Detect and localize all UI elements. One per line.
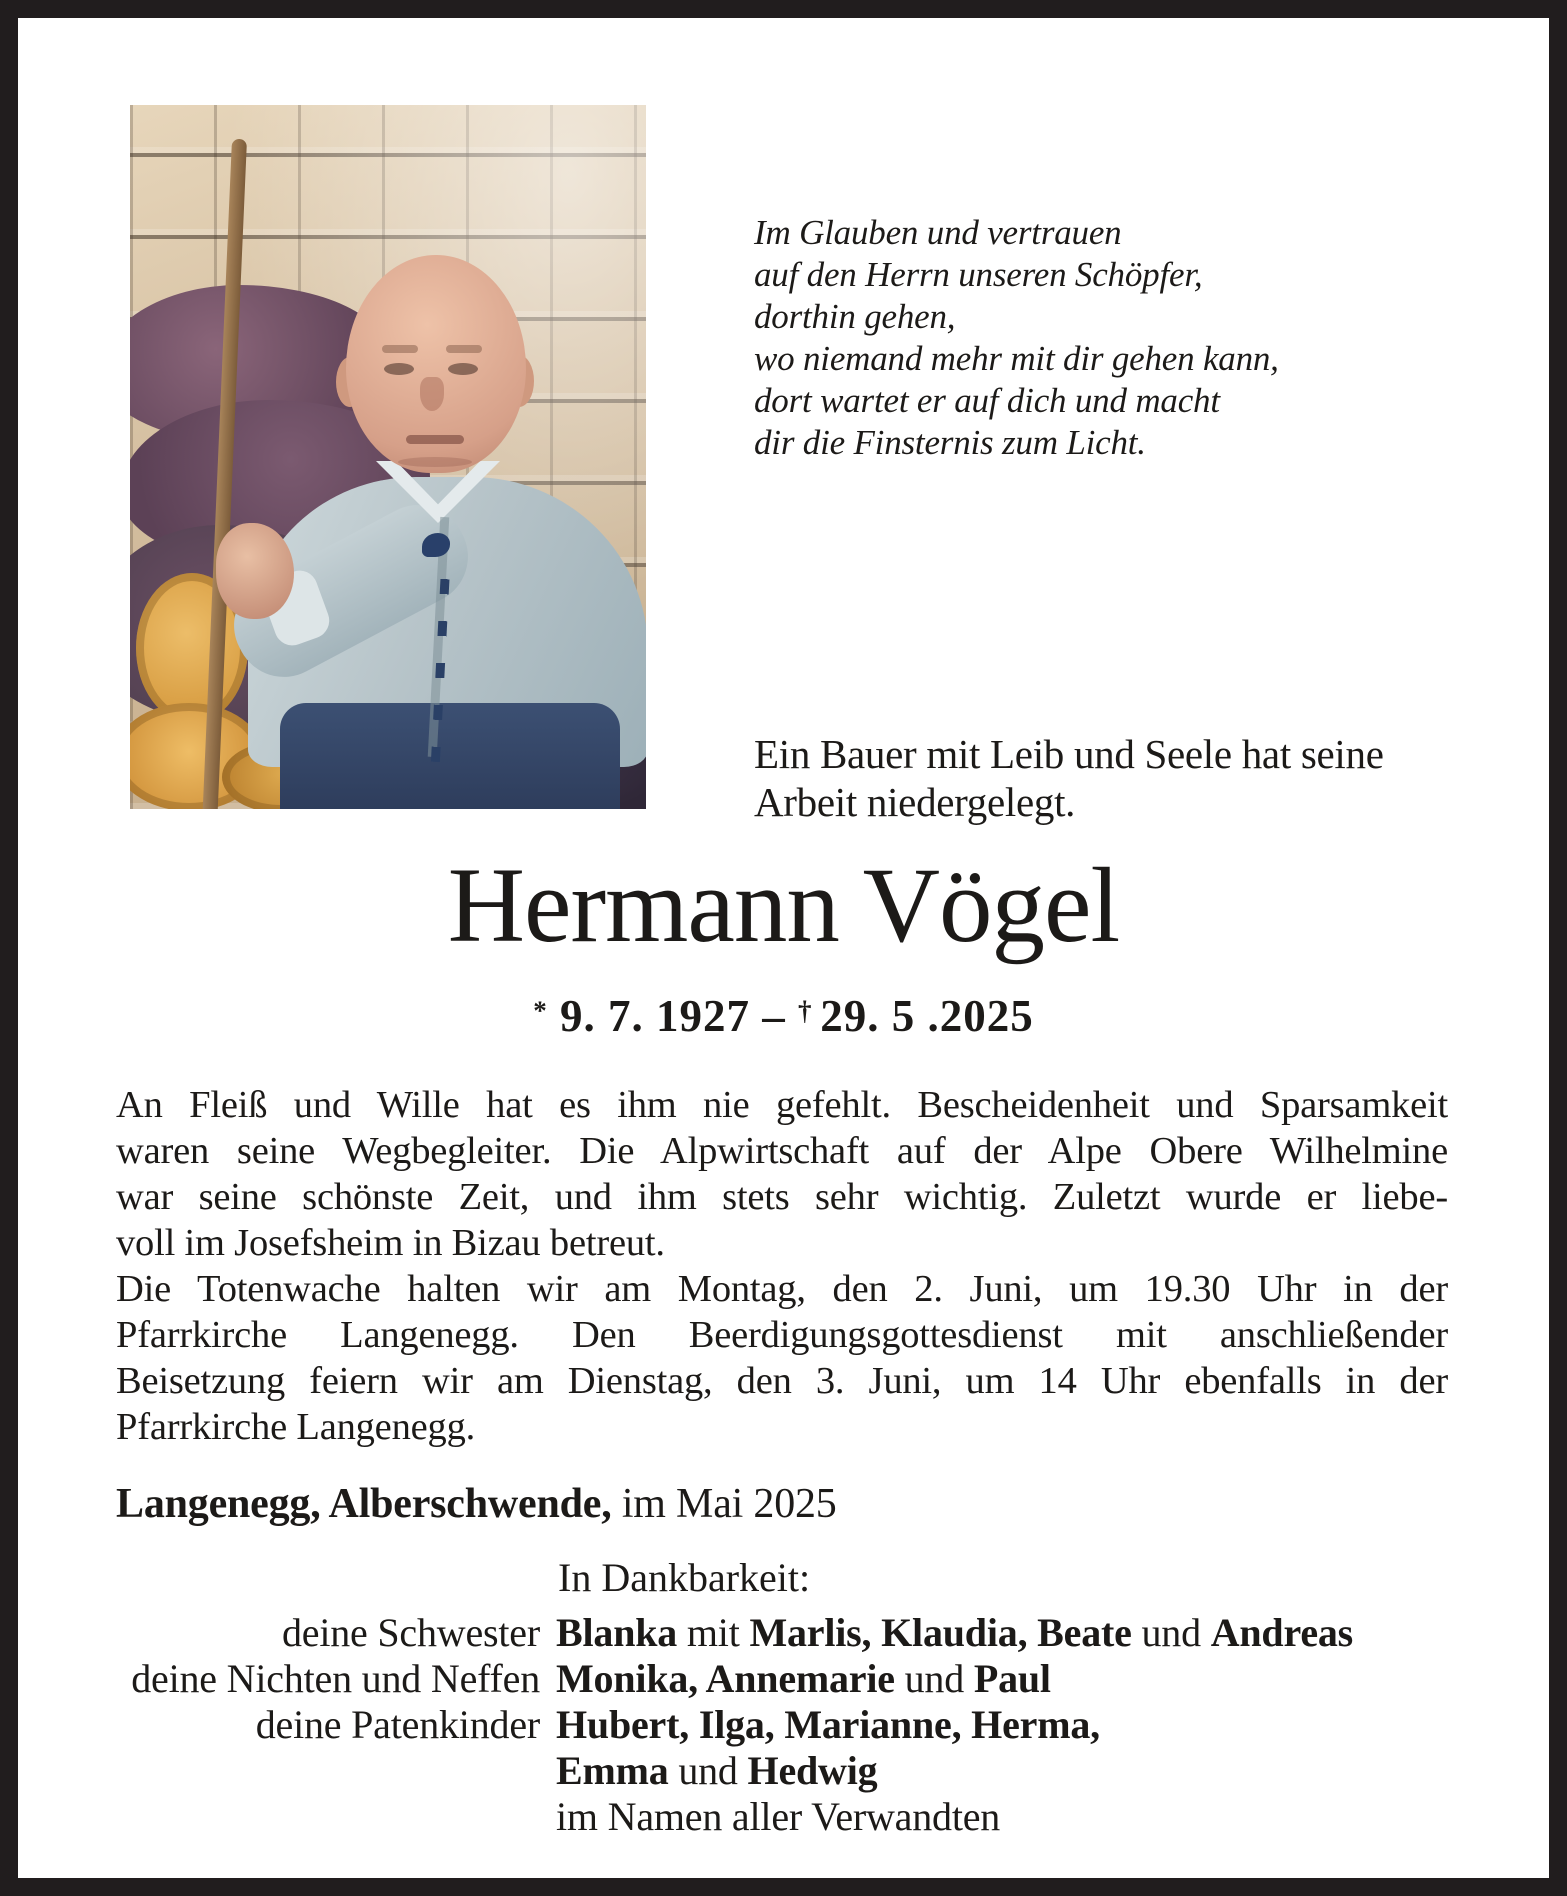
photo-man-eyebrow: [382, 345, 418, 353]
poem-line: dorthin gehen,: [754, 297, 956, 336]
mourner-relation: deine Schwester: [281, 1610, 540, 1655]
obituary-text-line: Pfarrkirche Langenegg.: [116, 1406, 476, 1448]
mourners-list: [78, 1610, 1353, 1840]
obituary-text-line: voll im Josefsheim in Bizau betreut.: [116, 1222, 665, 1264]
photo-man-eye: [384, 363, 414, 375]
mourner-row: [78, 1610, 1353, 1656]
deceased-name: Hermann Vögel: [447, 847, 1120, 965]
mourner-names: Monika, Annemarie und Paul: [556, 1656, 1051, 1701]
photo-man-eye: [448, 363, 478, 375]
poem-line: dort wartet er auf dich und macht: [754, 381, 1220, 420]
portrait-photo: [130, 105, 646, 809]
birth-death-dates: * 9. 7. 1927 – † 29. 5 .2025: [533, 991, 1034, 1041]
mourner-row: [78, 1702, 1353, 1748]
mourner-names: Blanka mit Marlis, Klaudia, Beate und Andreas: [556, 1610, 1354, 1655]
poem-line: dir die Finsternis zum Licht.: [754, 423, 1146, 462]
photo-man-eyebrow: [446, 345, 482, 353]
mourner-row: [78, 1748, 1353, 1794]
farewell-statement: [754, 730, 1384, 826]
mourner-row: [78, 1794, 1353, 1840]
poem-line: Im Glauben und vertrauen: [754, 213, 1122, 252]
obituary-text-line: waren seine Wegbegleiter. Die Alpwirtschaft auf der Alpe Obere Wilhelmine: [116, 1130, 1448, 1172]
obituary-text-line: Beisetzung feiern wir am Dienstag, den 3. Juni, um 14 Uhr ebenfalls in der: [116, 1360, 1448, 1402]
photo-man-hand: [216, 523, 294, 619]
gratitude-heading: In Dankbarkeit:: [558, 1555, 811, 1600]
obituary-text-line: Pfarrkirche Langenegg. Den Beerdigungsgottesdienst mit anschließender: [116, 1314, 1448, 1356]
mourner-names: im Namen aller Verwandten: [556, 1794, 1001, 1839]
photo-man-nose: [420, 377, 444, 411]
obituary-text: [116, 1082, 1448, 1450]
photo-man-trousers: [280, 703, 620, 809]
mourner-relation: [78, 1748, 540, 1794]
photo-man-mouth: [406, 435, 464, 444]
photo-man-chin: [398, 457, 472, 467]
place-date-line: Langenegg, Alberschwende, im Mai 2025: [116, 1481, 837, 1527]
obituary-text-line: Die Totenwache halten wir am Montag, den 2. Juni, um 19.30 Uhr in der: [116, 1268, 1448, 1310]
mourner-relation: [78, 1794, 540, 1840]
mourner-names: Hubert, Ilga, Marianne, Herma,: [556, 1702, 1100, 1747]
memorial-poem: [754, 212, 1279, 464]
poem-line: wo niemand mehr mit dir gehen kann,: [754, 339, 1279, 378]
farewell-line: Ein Bauer mit Leib und Seele hat seine: [754, 731, 1384, 777]
mourner-row: [78, 1656, 1353, 1702]
farewell-line: Arbeit niedergelegt.: [754, 779, 1076, 825]
obituary-text-line: war seine schönste Zeit, und ihm stets sehr wichtig. Zuletzt wurde er liebe-: [116, 1176, 1448, 1218]
poem-line: auf den Herrn unseren Schöpfer,: [754, 255, 1203, 294]
obituary-text-line: An Fleiß und Wille hat es ihm nie gefehlt. Bescheidenheit und Sparsamkeit: [116, 1084, 1448, 1126]
mourner-relation: deine Nichten und Neffen: [131, 1656, 540, 1701]
mourner-relation: deine Patenkinder: [255, 1702, 540, 1747]
mourner-names: Emma und Hedwig: [556, 1748, 878, 1793]
